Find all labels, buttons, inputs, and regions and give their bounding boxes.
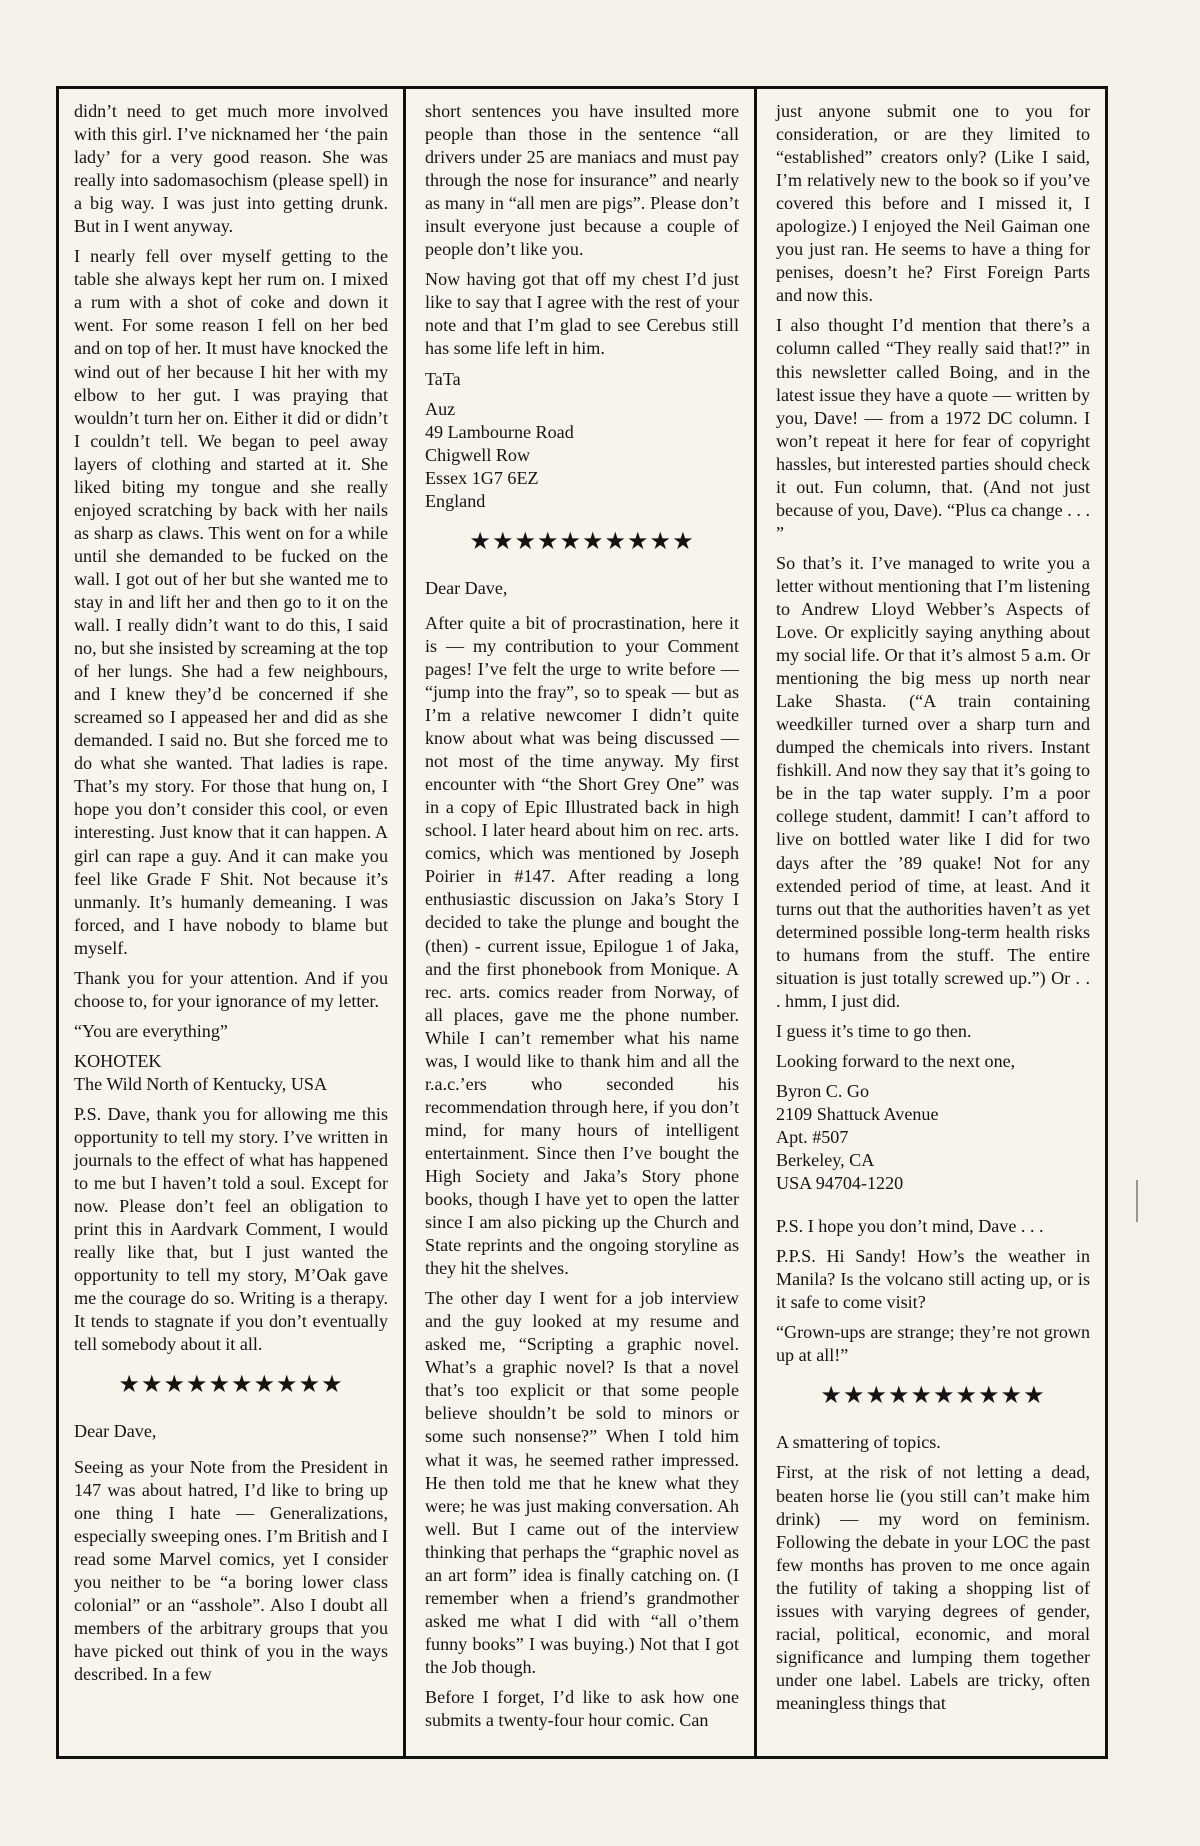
address-line: Apt. #507 [776,1127,849,1148]
closing: TaTa [425,368,461,389]
letter-paragraph: didn’t need to get much more involved with this girl. I’ve nicknamed her ‘the pain lady’ for a very good reason. She was really into sadomasochism (please spell) in a big way. I was just into getting drunk. But in I went anyway. [74,101,388,237]
address-line: Byron C. Go [776,1080,869,1101]
address-line: England [425,490,486,511]
scan-mark [1136,1180,1138,1222]
letter-paragraph: Before I forget, I’d like to ask how one submits a twenty-four hour comic. Can [425,1687,739,1731]
letter-paragraph: “You are everything” [74,1020,228,1041]
letter-paragraph: Looking forward to the next one, [776,1050,1016,1071]
sender-address [776,1080,1090,1195]
salutation: Dear Dave, [425,577,508,598]
address-line: Chigwell Row [425,444,531,465]
postscript: P.S. Dave, thank you for allowing me this opportunity to tell my story. I’ve written in journals to the effect of what has happened to me but I haven’t told a soul. Except for now. Please don’t feel an obligation to print this in Aardvark Comment, I would really like that, but I just wanted the opportunity to tell my story, M’Oak gave me the courage do so. Writing is a therapy. It tends to stagnate if you don’t eventually tell somebody about it all. [74,1103,388,1355]
letter-paragraph: I also thought I’d mention that there’s a column called “They really said that!?” in this newsletter called Boing, and in the latest issue they have a quote — written by you, Dave! — from a 1972 DC column. I won’t repeat it here for fear of copyright hassles, but interested parties should check it out. Fun column, that. (And not just because of you, Dave). “Plus ca change . . . ” [776,315,1090,543]
letter-paragraph: I nearly fell over myself getting to the table she always kept her rum on. I mixed a rum with a shot of coke and down it went. For some reason I fell on her bed and on top of her. It must have knocked the wind out of her because I hit her with my elbow to her gut. I was praying that wouldn’t turn her on. Either it did or didn’t I couldn’t tell. We began to peel away layers of clothing and started at it. She liked biting my tongue and she really enjoyed scratching by back with her nails as sharp as claws. This went on for a while until she demanded to be fucked on the wall. I got out of her but she wanted me to stay in and lift her and then go to it on the wall. I really didn’t want to do this, I said no, but she insisted by screaming at the top of her lungs. She had a few neighbours, and I knew they’d be concerned if she screamed so I appeased her and did as she demanded. I said no. But she forced me to do what she wanted. That ladies is rape. That’s my story. For those that hung on, I hope you don’t consider this cool, or even interesting. Just know that it can happen. A girl can rape a guy. And it can make you feel like Grade F Shit. Not because it’s unmanly. It’s humanly demeaning. I was forced, and I have nobody to blame but myself. [74,246,388,958]
section-separator-stars: ★★★★★★★★★★ [469,526,695,555]
address-line: 2109 Shattuck Avenue [776,1103,939,1124]
address-line: 49 Lambourne Road [425,421,574,442]
letter-paragraph: So that’s it. I’ve managed to write you a letter without mentioning that I’m listening to Andrew Lloyd Webber’s Aspects of Love. Or explicitly saying anything about my social life. Or that it’s almost 5 a.m. Or mentioning the big mess up north near Lake Shasta. (“A train containing weedkiller turned over a sharp turn and dumped the chemicals into rivers. Instant fishkill. And now they say that it’s going to be in the tap water supply. I’m a poor college student, dammit! I can’t afford to live on bottled water like I did for two days after the ’89 quake! Not for any extended period of time, at least. And it turns out that the authorities haven’t as yet determined possible long-term health risks to humans from the stuff. The entire situation is just totally screwed up.”) Or . . . hmm, I just did. [776,552,1090,1011]
salutation: Dear Dave, [74,1421,157,1442]
letter-paragraph: just anyone submit one to you for consideration, or are they limited to “established” creators only? (Like I said, I’m relatively new to the book so if you’ve covered this before and I missed it, I apologize.) I enjoyed the Neil Gaiman one you just ran. He seems to have a thing for penises, doesn’t he? First Foreign Parts and now this. [776,101,1090,306]
postscript: P.S. I hope you don’t mind, Dave . . . [776,1216,1044,1237]
letter-paragraph: First, at the risk of not letting a dead, beaten horse lie (you still can’t make him drink) — my word on feminism. Following the debate in your LOC the past few months has proven to me once again the futility of taking a shopping list of issues with varying degrees of gender, racial, political, economic, and moral significance and lumping them together under one label. Labels are tricky, often meaningless things that [776,1462,1090,1713]
section-separator-stars: ★★★★★★★★★★ [820,1381,1046,1410]
column-3 [761,89,1105,1756]
address-line: Auz [425,398,456,419]
column-divider [403,89,406,1756]
letter-paragraph: Now having got that off my chest I’d just like to say that I agree with the rest of your note and that I’m glad to see Cerebus still has some life left in him. [425,269,739,359]
column-divider [754,89,757,1756]
postscript-2: P.P.S. Hi Sandy! How’s the weather in Manila? Is the volcano still acting up, or is it safe to come visit? [776,1246,1090,1313]
address-line: Essex 1G7 6EZ [425,467,539,488]
letter-paragraph: The other day I went for a job interview and the guy looked at my resume and asked me, “Scripting a graphic novel. What’s a graphic novel? Is that a novel that’s too explicit or that some people believe shouldn’t be sold to minors or some such nonsense?” When I told him what it was, he seemed rather impressed. He then told me that he knew what they were; he was just making conversation. Ah well. But I came out of the interview thinking that perhaps the “graphic novel as an art form” idea is finally catching on. (I remember when a friend’s grandmother asked me what I did with “all o’them funny books” I was buying.) Not that I got the Job though. [425,1288,739,1677]
letter-paragraph: Thank you for your attention. And if you choose to, for your ignorance of my letter. [74,967,388,1011]
closing-quote: “Grown-ups are strange; they’re not grown up at all!” [776,1322,1090,1366]
signature-name: KOHOTEK [74,1050,162,1071]
letters-frame [56,86,1108,1759]
column-2 [410,89,754,1756]
letter-paragraph: short sentences you have insulted more people than those in the sentence “all drivers under 25 are maniacs and must pay through the nose for insurance” and nearly as many in “all men are pigs”. Please don’t insult everyone just because a couple of people don’t like you. [425,101,739,260]
address-line: Berkeley, CA [776,1150,875,1171]
letter-paragraph: I guess it’s time to go then. [776,1020,972,1041]
signature-place: The Wild North of Kentucky, USA [74,1073,328,1094]
letter-paragraph: Seeing as your Note from the President in 147 was about hatred, I’d like to bring up one thing I hate — Generalizations, especially sweeping ones. I’m British and I read some Marvel comics, yet I consider you neither to be “a boring lower class colonial” or an “asshole”. Also I doubt all members of the arbitrary groups that you have picked out think of you in the ways described. In a few [74,1456,388,1684]
letter-paragraph: After quite a bit of procrastination, here it is — my contribution to your Comment pages! I’ve felt the urge to write before — “jump into the fray”, so to speak — but as I’m a relative newcomer I didn’t quite know about what was being discussed — not most of the time anyway. My first encounter with “the Short Grey One” was in a copy of Epic Illustrated back in high school. I later heard about him on rec. arts. comics, which was mentioned by Joseph Poirier in #147. After reading a long enthusiastic discussion on Jaka’s Story I decided to take the plunge and bought the (then) - current issue, Epilogue 1 of Jaka, and the first phonebook from Monique. A rec. arts. comics reader from Norway, of all places, gave me the phone number. While I can’t remember what his name was, I would like to thank him and all the r.a.c.’ers who seconded his recommendation through here, if you don’t mind, for many hours of intelligent entertainment. Since then I’ve bought the High Society and Jaka’s Story phone books, though I have yet to open the latter since I am also picking up the Church and State reprints and the ongoing storyline as they hit the shelves. [425,612,739,1279]
address-line: USA 94704-1220 [776,1173,904,1194]
column-1 [59,89,403,1756]
letter-paragraph: A smattering of topics. [776,1432,941,1453]
section-separator-stars: ★★★★★★★★★★ [118,1370,344,1399]
sender-address [425,398,739,513]
